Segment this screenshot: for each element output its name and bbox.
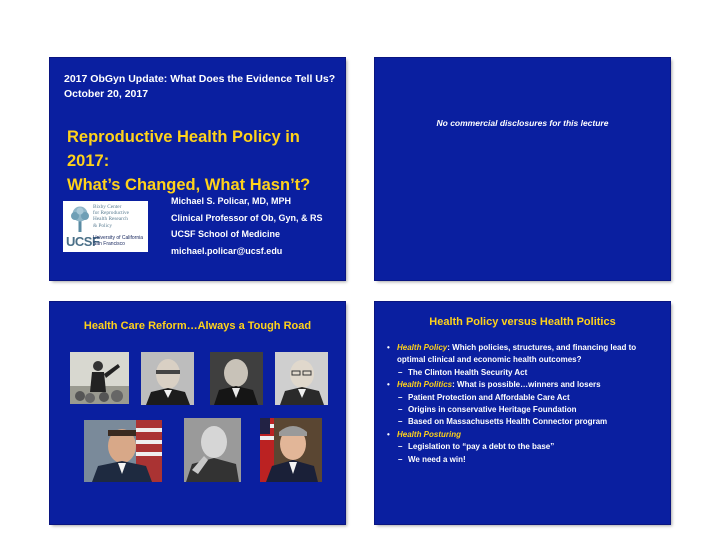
author-block [171,193,323,259]
bullet-health-policy [387,342,663,367]
president-photo-2 [141,352,194,405]
disclosure-text: No commercial disclosures for this lecture [436,118,609,128]
lecture-title [67,125,337,197]
sub-bullet-text: The Clinton Health Security Act [408,367,528,377]
logo-org-line4: & Policy [93,222,112,229]
uc-line2: San Francisco [93,240,125,247]
slide-title [50,58,345,280]
bullet-list [387,342,663,466]
sub-bullet: – We need a win! [398,454,466,464]
sub-bullet: – Origins in conservative Heritage Foundation [398,405,577,415]
slide-policy-vs-politics [375,302,670,524]
sub-bullet-text: Based on Massachusetts Health Connector program [408,417,608,427]
sub-bullet: – Legislation to “pay a debt to the base” [398,442,555,452]
bullet-health-politics [387,379,663,391]
author-email: michael.policar@ucsf.edu [171,245,283,256]
bixby-center-name [93,204,129,229]
logo-org-line2: for Reproductive [93,210,130,217]
president-photo-7 [260,418,322,482]
bullet-label: Health Policy [397,343,448,352]
ucsf-wordmark: UCSF [66,234,100,249]
meeting-name: 2017 ObGyn Update: What Does the Evidence Tell Us? [64,73,336,85]
president-photo-6 [184,418,241,482]
president-photo-5 [84,420,162,482]
uc-name [93,236,143,248]
sub-bullet: – The Clinton Health Security Act [398,367,528,377]
bixby-ucsf-logo [63,201,148,252]
president-photo-3 [210,352,263,405]
logo-org-line3: Health Research [93,216,128,223]
slide-disclosure [375,58,670,280]
president-photo-4 [275,352,328,405]
sub-bullet-text: Legislation to “pay a debt to the base” [408,442,555,452]
meeting-date: October 20, 2017 [64,88,149,100]
uc-line1: University of California [93,235,144,241]
author-school: UCSF School of Medicine [171,229,281,239]
lecture-title-line2: What’s Changed, What Hasn’t? [67,176,311,194]
bullet-label: Health Posturing [397,429,462,439]
meeting-info [64,72,335,102]
tree-logo-icon [68,205,92,233]
slide-reform [50,302,345,524]
bullet-text: : Which policies, structures, and financing lead to optimal clinical and economic health outcomes? [397,343,637,365]
sub-bullet-text: Origins in conservative Heritage Foundation [408,405,577,415]
bullet-dot: • [387,343,390,352]
logo-org-line1: Bixby Center [93,204,122,210]
policy-politics-title: Health Policy versus Health Politics [429,316,616,328]
author-role: Clinical Professor of Ob, Gyn, & RS [171,212,323,223]
sub-bullet-text: Patient Protection and Affordable Care Act [408,392,570,402]
bullet-label: Health Politics [397,380,453,390]
lecture-title-line1: Reproductive Health Policy in 2017: [67,128,300,170]
sub-bullet: – Patient Protection and Affordable Care Act [398,392,570,402]
bullet-dot: • [387,429,390,439]
bullet-health-posturing [387,429,663,441]
author-name: Michael S. Policar, MD, MPH [171,196,292,206]
sub-bullet: – Based on Massachusetts Health Connector program [398,417,608,427]
reform-title: Health Care Reform…Always a Tough Road [83,320,312,332]
sub-bullet-text: We need a win! [408,454,466,464]
bullet-text: : What is possible…winners and losers [452,380,601,390]
president-photo-1 [70,352,129,404]
bullet-dot: • [387,380,390,390]
